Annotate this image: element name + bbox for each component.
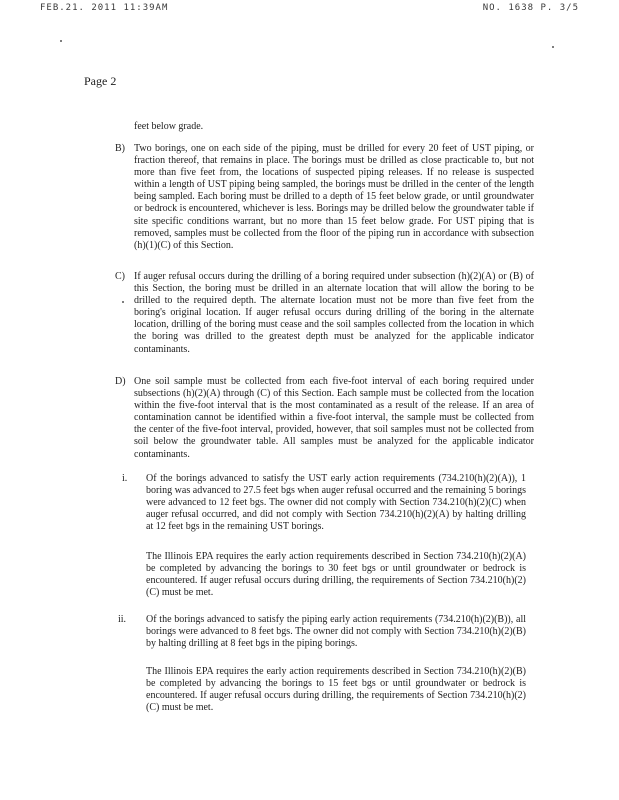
- continuation-text: feet below grade.: [134, 121, 204, 132]
- section-c-text: If auger refusal occurs during the drilling of a boring required under subsection (h)(2)(A) or (B) of this Section, the boring must be drilled in an alternate location that will allow the boring to be drilled to the required depth. The alternate location must not be more than five feet from the boring's original location. If auger refusal occurs during drilling of the boring in the alternate location, drilling of the boring must cease and the soil samples collected from the location in which the boring was drilled to the greatest depth must be analyzed for the applicable indicator contaminants.: [134, 271, 534, 355]
- scan-speck: [552, 46, 554, 48]
- finding-ii-requirement: The Illinois EPA requires the early action requirements described in Section 734.210(h)(2)(B) be completed by advancing the borings to 15 feet bgs or until groundwater or bedrock is encountered. If auger refusal occurs during drilling, the requirements of Section 734.210(h)(2)(C) must be met.: [146, 666, 526, 714]
- finding-ii-label: ii.: [118, 614, 127, 625]
- finding-ii-text: Of the borings advanced to satisfy the piping early action requirements (734.210(h)(2)(B)), all borings were advanced to 8 feet bgs. The owner did not comply with Section 734.210(h)(2)(B) by halting drilling at 8 feet bgs in the piping borings.: [146, 614, 526, 650]
- scan-speck: [60, 40, 62, 42]
- section-d-text: One soil sample must be collected from each five-foot interval of each boring required under subsections (h)(2)(A) through (C) of this Section. Each sample must be collected from the location within the five-foot interval that is the most contaminated as a result of the release. If an area of contamination cannot be identified within a five-foot interval, the sample must be collected from the center of the five-foot interval, provided, however, that soil samples must not be collected from soil below the groundwater table. All samples must be analyzed for the applicable indicator contaminants.: [134, 376, 534, 460]
- section-c-label: C): [115, 271, 125, 282]
- fax-timestamp: FEB.21. 2011 11:39AM: [40, 3, 169, 13]
- finding-i-requirement: The Illinois EPA requires the early action requirements described in Section 734.210(h)(2)(A) be completed by advancing the borings to 30 feet bgs or until groundwater or bedrock is encountered. If auger refusal occurs during drilling, the requirements of Section 734.210(h)(2)(C) must be met.: [146, 551, 526, 599]
- section-b-text: Two borings, one on each side of the piping, must be drilled for every 20 feet of UST piping, or fraction thereof, that remains in place. The borings must be drilled as close practicable to, but not more than five feet from, the locations of suspected piping releases. If no release is suspected within a length of UST piping being sampled, the borings must be drilled in the center of the length being sampled. Each boring must be drilled to a depth of 15 feet below grade, or until groundwater or bedrock is encountered, whichever is less. Borings may be drilled below the groundwater table if site specific conditions warrant, but no more than 15 feet below grade. For UST piping that is removed, samples must be collected from the floor of the piping run in accordance with subsection (h)(1)(C) of this Section.: [134, 143, 534, 251]
- page-label: Page 2: [84, 74, 117, 88]
- section-b-label: B): [115, 143, 125, 154]
- finding-i-label: i.: [122, 473, 128, 484]
- scan-speck: [122, 301, 124, 303]
- section-d-label: D): [115, 376, 126, 387]
- fax-page-number: NO. 1638 P. 3/5: [482, 3, 579, 13]
- finding-i-text: Of the borings advanced to satisfy the UST early action requirements (734.210(h)(2)(A)), 1 boring was advanced to 27.5 feet bgs when auger refusal occurred and the remaining 5 borings were advanced to 12 feet bgs. The owner did not comply with Section 734.210(h)(2)(C) when auger refusal occurred, and did not comply with Section 734.210(h)(2)(A) by halting drilling at 12 feet bgs in the remaining UST borings.: [146, 473, 526, 533]
